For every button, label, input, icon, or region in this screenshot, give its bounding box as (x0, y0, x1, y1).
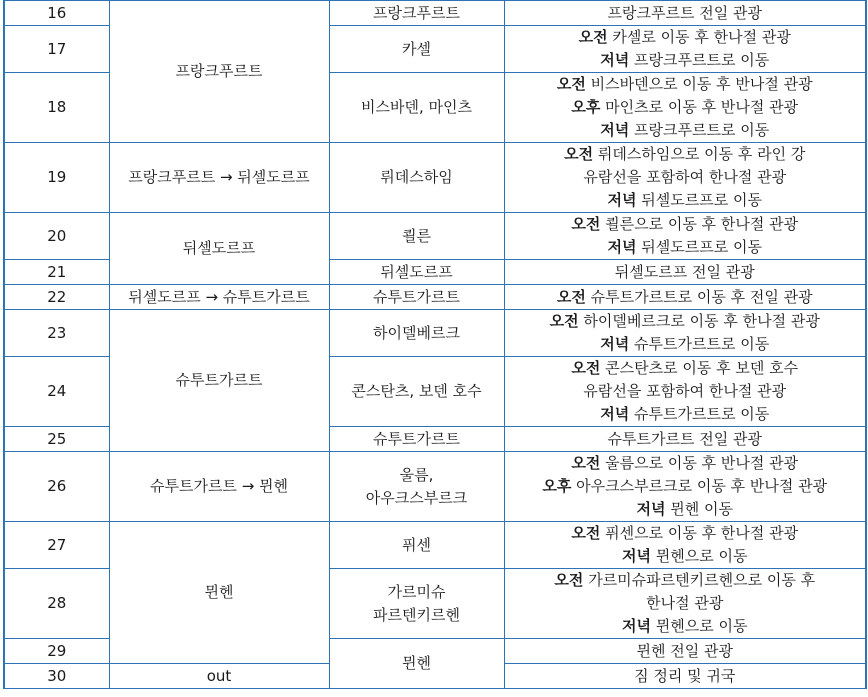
schedule-line: 오전 가르미슈파르텐키르헨으로 이동 후 (554, 571, 816, 589)
day-cell: 25 (4, 427, 109, 452)
table-row (4, 1, 866, 26)
city-cell: 슈투트가르트 (329, 427, 504, 452)
schedule-line: 짐 정리 및 귀국 (634, 666, 736, 685)
day-cell: 20 (4, 213, 109, 260)
day-cell: 29 (4, 639, 109, 664)
schedule-cell (504, 522, 866, 569)
schedule-line: 오전 뤼데스하임으로 이동 후 라인 강 (564, 145, 806, 163)
schedule-line: 뒤셀도르프 전일 관광 (614, 262, 755, 281)
city-cell (329, 452, 504, 522)
schedule-line: 저녁 뒤셀도르프로 이동 (607, 238, 762, 256)
schedule-line: 프랑크푸르트 전일 관광 (607, 3, 762, 22)
schedule-line: 오전 울름으로 이동 후 반나절 관광 (571, 454, 799, 472)
region-cell: out (109, 664, 329, 689)
schedule-line: 저녁 뮌헨으로 이동 (622, 617, 748, 635)
itinerary-table (3, 0, 867, 689)
table-row (4, 285, 866, 310)
schedule-line: 슈투트가르트 전일 관광 (607, 429, 762, 448)
city-cell: 뤼데스하임 (329, 143, 504, 213)
table-row (4, 522, 866, 569)
city-cell: 쾰른 (329, 213, 504, 260)
schedule-cell (504, 357, 866, 427)
city-line: 가르미슈 (387, 582, 446, 601)
table-row (4, 452, 866, 522)
city-cell: 프랑크푸르트 (329, 1, 504, 26)
schedule-line: 오전 쾰른으로 이동 후 한나절 관광 (571, 215, 799, 233)
region-cell: 뒤셀도르프 → 슈투트가르트 (109, 285, 329, 310)
day-cell: 28 (4, 569, 109, 639)
city-cell: 하이델베르크 (329, 310, 504, 357)
day-cell: 18 (4, 73, 109, 143)
city-cell: 콘스탄츠, 보덴 호수 (329, 357, 504, 427)
day-cell: 27 (4, 522, 109, 569)
schedule-cell (504, 664, 866, 689)
schedule-cell (504, 427, 866, 452)
day-cell: 22 (4, 285, 109, 310)
city-cell: 슈투트가르트 (329, 285, 504, 310)
schedule-cell (504, 639, 866, 664)
region-cell: 슈투트가르트 (109, 310, 329, 452)
region-cell: 슈투트가르트 → 뮌헨 (109, 452, 329, 522)
city-line: 아우크스부르크 (365, 488, 468, 507)
schedule-cell (504, 310, 866, 357)
schedule-cell (504, 285, 866, 310)
day-cell: 24 (4, 357, 109, 427)
schedule-cell (504, 26, 866, 73)
schedule-line: 오전 카셀로 이동 후 한나절 관광 (578, 28, 791, 46)
region-cell: 프랑크푸르트 → 뒤셀도르프 (109, 143, 329, 213)
schedule-line: 저녁 뮌헨으로 이동 (622, 547, 748, 565)
schedule-cell (504, 1, 866, 26)
schedule-cell (504, 73, 866, 143)
day-cell: 21 (4, 260, 109, 285)
city-cell: 뒤셀도르프 (329, 260, 504, 285)
schedule-line: 저녁 뒤셀도르프로 이동 (607, 191, 762, 209)
schedule-cell (504, 260, 866, 285)
table-row (4, 213, 866, 260)
schedule-cell (504, 143, 866, 213)
city-cell: 뮌헨 (329, 639, 504, 689)
schedule-line: 저녁 뮌헨 이동 (636, 500, 733, 518)
region-cell: 뒤셀도르프 (109, 213, 329, 285)
schedule-line: 오전 퓌센으로 이동 후 한나절 관광 (571, 524, 799, 542)
day-cell: 30 (4, 664, 109, 689)
schedule-cell (504, 569, 866, 639)
day-cell: 26 (4, 452, 109, 522)
city-cell: 비스바덴, 마인츠 (329, 73, 504, 143)
schedule-line: 오후 아우크스부르크로 이동 후 반나절 관광 (542, 477, 828, 495)
city-cell (329, 569, 504, 639)
schedule-line: 저녁 프랑크푸르트로 이동 (600, 51, 770, 69)
schedule-line: 저녁 슈투트가르트로 이동 (600, 335, 770, 353)
city-line: 파르텐키르헨 (373, 605, 460, 624)
schedule-line: 오후 마인츠로 이동 후 반나절 관광 (571, 98, 799, 116)
schedule-line: 저녁 슈투트가르트로 이동 (600, 405, 770, 423)
schedule-cell (504, 452, 866, 522)
region-cell: 뮌헨 (109, 522, 329, 664)
city-cell: 퓌센 (329, 522, 504, 569)
schedule-line: 뮌헨 전일 관광 (636, 641, 733, 660)
schedule-line: 유람선을 포함하여 한나절 관광 (583, 382, 787, 400)
schedule-line: 오전 하이델베르크로 이동 후 한나절 관광 (549, 312, 820, 330)
itinerary-body (4, 1, 866, 689)
schedule-line: 저녁 프랑크푸르트로 이동 (600, 121, 770, 139)
table-row (4, 143, 866, 213)
city-cell: 카셀 (329, 26, 504, 73)
schedule-cell (504, 213, 866, 260)
city-line: 울름, (399, 465, 434, 484)
schedule-line: 유람선을 포함하여 한나절 관광 (583, 168, 787, 186)
schedule-line: 오전 슈투트가르트로 이동 후 전일 관광 (556, 287, 813, 306)
schedule-line: 한나절 관광 (646, 594, 724, 612)
schedule-line: 오전 비스바덴으로 이동 후 반나절 관광 (556, 75, 813, 93)
day-cell: 19 (4, 143, 109, 213)
schedule-line: 오전 콘스탄츠로 이동 후 보덴 호수 (571, 359, 799, 377)
table-row (4, 310, 866, 357)
region-cell: 프랑크푸르트 (109, 1, 329, 143)
day-cell: 17 (4, 26, 109, 73)
day-cell: 16 (4, 1, 109, 26)
day-cell: 23 (4, 310, 109, 357)
